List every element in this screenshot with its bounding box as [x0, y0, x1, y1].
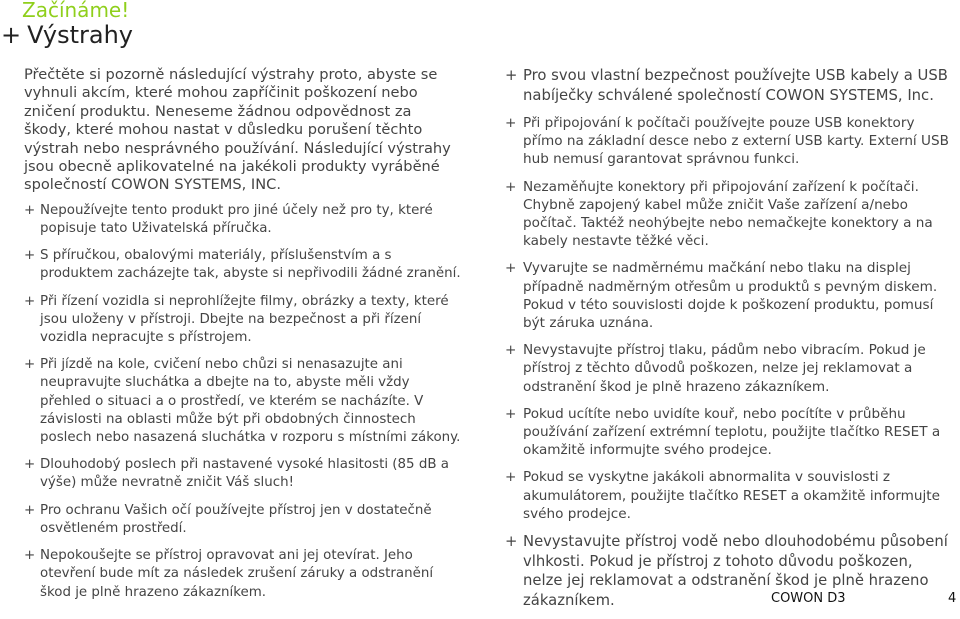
plus-icon: + [24, 202, 36, 218]
plus-icon: + [505, 533, 518, 551]
warning-text: Dlouhodobý poslech při nastavené vysoké hlasitosti (85 dB a výše) může nevratně zničit Váš sluch! [40, 457, 449, 491]
warning-item [505, 66, 955, 105]
warning-text: Pokud se vyskytne jakákoli abnormalita v souvislosti z akumulátorem, použijte tlačítko RESET a okamžitě informujte svého prodejce. [523, 469, 941, 522]
plus-icon: + [505, 405, 517, 422]
warning-item [505, 178, 955, 251]
warning-text: Nezaměňujte konektory při připojování zařízení k počítači. Chybně zapojený kabel může zničit Vaše zařízení a/nebo počítač. Taktéž neohýbejte nebo nemačkejte konektory a na kabely nestavte těžké věci. [523, 178, 933, 250]
plus-icon: + [505, 67, 518, 84]
warning-item [505, 468, 955, 523]
section-kicker: Začínáme! [22, 0, 130, 22]
warning-item [505, 532, 955, 610]
warning-text: Nevystavujte přístroj tlaku, pádům nebo vibracím. Pokud je přístroj z těchto důvodů poškozen, nelze jej reklamovat a odstranění škod je plně hrazeno zákazníkem. [523, 342, 926, 395]
warning-text: Při řízení vozidla si neprohlížejte filmy, obrázky a texty, které jsou uloženy v přístroji. Dbejte na bezpečnost a při řízení vozidla nepracujte s přístrojem. [40, 293, 449, 346]
intro-paragraph: Přečtěte si pozorně následující výstrahy proto, abyste se vyhnuli akcím, které mohou zapříčinit poškození nebo zničení produktu. Neneseme žádnou odpovědnost za škody, které mohou nastat v důsledku porušení těchto výstrah nebo nesprávného používání. Následující výstrahy jsou obecně aplikovatelné na jakékoli produkty vyráběné společností COWON SYSTEMS, INC. [24, 66, 451, 194]
plus-icon: + [505, 342, 517, 359]
plus-icon: + [505, 260, 517, 277]
warning-text: Nevystavujte přístroj vodě nebo dlouhodobému působení vlhkosti. Pokud je přístroj z tohoto důvodu poškozen, nelze jej reklamovat a odstranění škod je plně hrazeno zákazníkem. [523, 533, 948, 609]
plus-icon: + [24, 457, 36, 473]
plus-icon: + [24, 293, 36, 309]
plus-icon: + [24, 357, 36, 373]
page-title [1, 21, 133, 49]
warning-text: Pro svou vlastní bezpečnost používejte USB kabely a USB nabíječky schválené společností COWON SYSTEMS, Inc. [523, 67, 948, 104]
plus-icon: + [505, 178, 517, 195]
plus-icon: + [1, 21, 22, 49]
warning-text: Při připojování k počítači používejte pouze USB konektory přímo na základní desce nebo z externí USB karty. Externí USB hub nemusí garantovat správnou funkci. [523, 115, 949, 168]
warning-item [24, 502, 462, 538]
warning-item [505, 341, 955, 396]
warning-item [24, 202, 462, 238]
warning-item [505, 114, 955, 169]
page-title-text: Výstrahy [27, 21, 133, 49]
warning-item [24, 356, 462, 447]
warning-text: Vyvarujte se nadměrnému mačkání nebo tlaku na displej případně nadměrným otřesům u produktů s pevným diskem. Pokud v této souvislosti dojde k poškození produktu, pomusí být záruka uznána. [523, 260, 938, 332]
plus-icon: + [505, 469, 517, 486]
warning-item [505, 259, 955, 332]
warning-text: Při jízdě na kole, cvičení nebo chůzi si nenasazujte ani neupravujte sluchátka a dbejte na to, abyste měli vždy přehled o situaci a o prostředí, ve kterém se nacházíte. V závislosti na oblasti může být při obdobných činnostech poslech nebo nasazená sluchátka v rozporu s místními zákony. [40, 357, 461, 446]
warning-item [24, 247, 462, 283]
footer-product-name: COWON D3 [771, 591, 846, 606]
warning-item [505, 405, 955, 460]
right-column [505, 66, 955, 619]
page-number: 4 [948, 591, 957, 606]
plus-icon: + [505, 115, 517, 131]
warning-text: Nepokoušejte se přístroj opravovat ani jej otevírat. Jeho otevření bude mít za následek zrušení záruky a odstranění škod je plně hrazeno zákazníkem. [40, 548, 434, 600]
plus-icon: + [24, 548, 36, 564]
left-column [24, 66, 462, 611]
plus-icon: + [24, 248, 36, 264]
warning-text: Nepoužívejte tento produkt pro jiné účely než pro ty, které popisuje tato Uživatelská příručka. [40, 202, 433, 237]
warning-text: Pokud ucítíte nebo uvidíte kouř, nebo pocítíte v průběhu používání zařízení extrémní teplotu, použijte tlačítko RESET a okamžitě informujte svého prodejce. [523, 405, 941, 459]
warning-item [24, 547, 462, 602]
warning-text: S příručkou, obalovými materiály, příslušenstvím a s produktem zacházejte tak, abyste si nepřivodili žádné zranění. [40, 248, 461, 282]
warning-item [24, 293, 462, 348]
plus-icon: + [24, 502, 36, 518]
warning-text: Pro ochranu Vašich očí používejte přístroj jen v dostatečně osvětleném prostředí. [40, 502, 432, 536]
warning-item [24, 456, 462, 492]
